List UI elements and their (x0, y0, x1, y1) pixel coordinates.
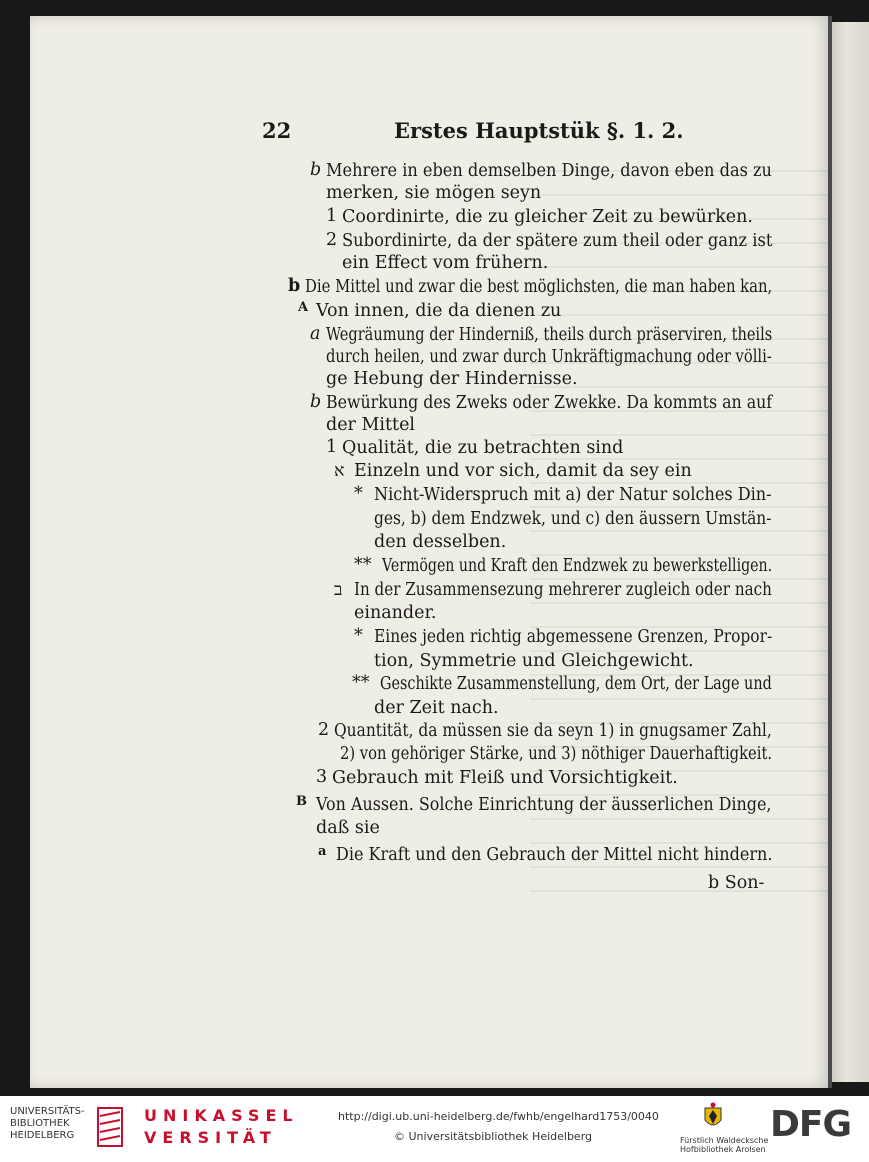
library-name-line1: UNIVERSITÄTS- (10, 1106, 85, 1117)
text-line: Die Kraft und den Gebrauch der Mittel nicht hindern. (336, 845, 773, 865)
text-line: daß sie (316, 818, 380, 838)
text-line: In der Zusammensezung mehrerer zugleich oder nach (354, 580, 772, 600)
permalink[interactable]: http://digi.ub.uni-heidelberg.de/fwhb/engelhard1753/0040 (338, 1110, 659, 1123)
line-marker: 2 (318, 720, 330, 740)
text-line: Gebrauch mit Fleiß und Vorsichtigkeit. (332, 768, 678, 788)
line-marker: א (334, 461, 345, 481)
heidelberg-logo-icon (94, 1106, 128, 1150)
line-marker: ** (352, 673, 370, 693)
text-line: Nicht-Widerspruch mit a) der Natur solches Din- (374, 485, 772, 505)
text-line: der Zeit nach. (374, 698, 499, 718)
text-line: tion, Symmetrie und Gleichgewicht. (374, 651, 694, 671)
line-marker: 2 (326, 230, 338, 250)
page-number: 22 (262, 118, 292, 143)
text-line: Qualität, die zu betrachten sind (342, 438, 624, 458)
arolsen-library-name (680, 1136, 769, 1154)
text-line: Von Aussen. Solche Einrichtung der äusserlichen Dinge, (316, 795, 772, 815)
text-line: den desselben. (374, 532, 507, 552)
uni-kassel-line1: UNIKASSEL (144, 1106, 299, 1125)
library-name-line2: BIBLIOTHEK (10, 1118, 70, 1129)
line-marker: 1 (326, 206, 338, 226)
running-head: Erstes Hauptstük §. 1. 2. (394, 118, 684, 143)
arolsen-crest-icon (702, 1102, 724, 1132)
heidelberg-library-name (10, 1106, 85, 1142)
text-line: merken, sie mögen seyn (326, 183, 542, 203)
line-marker: b (310, 160, 322, 180)
line-marker: b (310, 392, 322, 412)
next-page-edge (832, 22, 869, 1082)
line-marker: a (318, 844, 327, 859)
text-line: Einzeln und vor sich, damit da sey ein (354, 461, 692, 481)
text-line: Wegräumung der Hinderniß, theils durch präserviren, theils (326, 325, 773, 345)
text-line: Mehrere in eben demselben Dinge, davon eben das zu (326, 161, 772, 181)
text-line: ges, b) dem Endzwek, und c) den äussern Umstän- (374, 509, 772, 529)
text-line: durch heilen, und zwar durch Unkräftigmachung oder völli- (326, 347, 772, 367)
arolsen-line1: Fürstlich Waldecksche (680, 1136, 769, 1145)
digitization-footer (0, 1096, 869, 1162)
text-line: Subordinirte, da der spätere zum theil oder ganz ist (342, 231, 773, 251)
line-marker: 3 (316, 767, 328, 787)
library-name-line3: HEIDELBERG (10, 1130, 75, 1141)
copyright-notice: © Universitätsbibliothek Heidelberg (394, 1130, 593, 1143)
text-line: der Mittel (326, 415, 416, 435)
text-line: Von innen, die da dienen zu (316, 301, 562, 321)
text-line: ge Hebung der Hindernisse. (326, 369, 578, 389)
uni-kassel-line2: VERSITÄT (144, 1128, 277, 1147)
line-marker: ** (354, 555, 372, 575)
dfg-logo: DFG (770, 1104, 852, 1145)
text-line: Quantität, da müssen sie da seyn 1) in gnugsamer Zahl, (334, 721, 772, 741)
line-marker: * (354, 626, 363, 646)
line-marker: a (310, 324, 321, 344)
text-line: Coordinirte, die zu gleicher Zeit zu bewürken. (342, 207, 753, 227)
line-marker: 1 (326, 437, 338, 457)
text-line: 2) von gehöriger Stärke, und 3) nöthiger Dauerhaftigkeit. (340, 744, 773, 764)
text-line: ein Effect vom frühern. (342, 253, 549, 273)
text-line: Bewürkung des Zweks oder Zwekke. Da kommts an auf (326, 393, 773, 413)
line-marker: ב (334, 580, 343, 600)
text-line: einander. (354, 603, 437, 623)
text-line: Eines jeden richtig abgemessene Grenzen, Propor- (374, 627, 773, 647)
line-marker: b (288, 276, 301, 296)
line-marker: B (296, 794, 307, 809)
text-line: Vermögen und Kraft den Endzwek zu bewerkstelligen. (382, 556, 773, 576)
text-line: Geschikte Zusammenstellung, dem Ort, der Lage und (380, 674, 772, 694)
text-line: Die Mittel und zwar die best möglichsten, die man haben kan, (305, 277, 773, 297)
line-marker: * (354, 484, 363, 504)
arolsen-line2: Hofbibliothek Arolsen (680, 1145, 766, 1154)
line-marker: A (298, 300, 309, 315)
catchword: b Son- (708, 873, 765, 893)
